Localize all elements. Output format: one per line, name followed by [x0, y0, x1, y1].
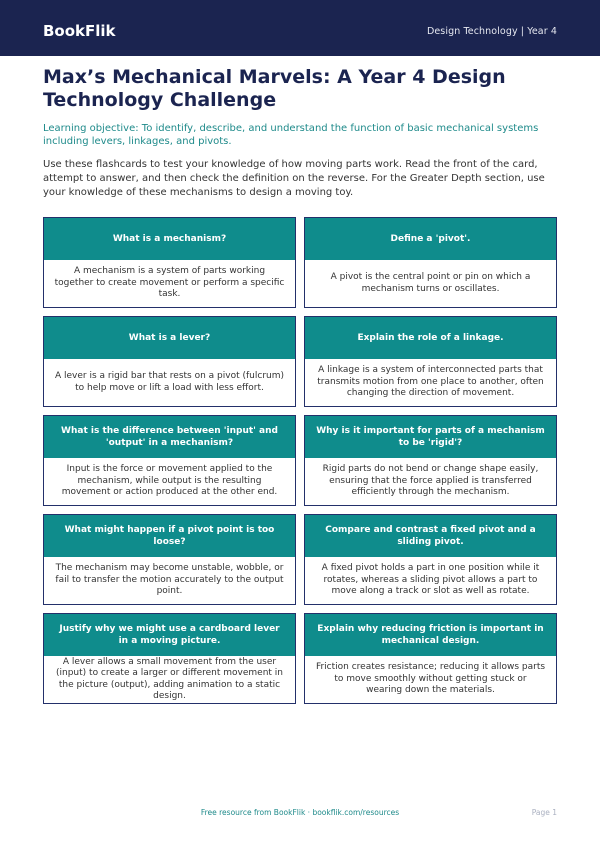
- flashcard-question: Explain the role of a linkage.: [305, 317, 556, 359]
- flashcard-question: What is the difference between 'input' and 'output' in a mechanism?: [44, 416, 295, 458]
- flashcard-question: Justify why we might use a cardboard lever in a moving picture.: [44, 614, 295, 656]
- flashcard-answer: The mechanism may become unstable, wobble, or fail to transfer the motion accurately to the output point.: [55, 563, 284, 597]
- flashcard-answer: A lever is a rigid bar that rests on a pivot (fulcrum) to help move or lift a load with less effort.: [54, 371, 285, 393]
- flashcard: [43, 514, 296, 605]
- flashcard-question: What might happen if a pivot point is too loose?: [44, 515, 295, 557]
- flashcard-answer: Rigid parts do not bend or change shape easily, ensuring that the force applied is transferred efficiently through the mechanism.: [322, 464, 539, 498]
- flashcard-question: What is a lever?: [44, 317, 295, 359]
- brand-logo[interactable]: BookFlik: [43, 22, 116, 40]
- flashcard-question: Explain why reducing friction is important in mechanical design.: [305, 614, 556, 656]
- page-number: Page 1: [531, 808, 557, 817]
- flashcard: [304, 415, 557, 506]
- flashcard-answer: A lever allows a small movement from the user (input) to create a larger or different movement in the picture (output), adding animation to a static design.: [56, 656, 283, 701]
- flashcard-answer: A fixed pivot holds a part in one position while it rotates, whereas a sliding pivot allows a part to move along a track or slot as well as rotate.: [321, 563, 540, 597]
- page-title: Max’s Mechanical Marvels: A Year 4 Design Technology Challenge: [43, 66, 506, 111]
- learning-objective: Learning objective: To identify, describe, and understand the function of basic mechanical systems including levers, linkages, and pivots.: [43, 123, 539, 147]
- page-footer: [0, 808, 600, 822]
- flashcard: [304, 613, 557, 704]
- flashcard-answer: A pivot is the central point or pin on which a mechanism turns or oscillates.: [330, 272, 531, 294]
- flashcard: [43, 415, 296, 506]
- subject-year-label: Design Technology | Year 4: [426, 26, 557, 37]
- flashcard-answer: A mechanism is a system of parts working together to create movement or perform a specific task.: [54, 266, 285, 300]
- flashcard: [304, 217, 557, 308]
- flashcard: [304, 514, 557, 605]
- flashcard: [43, 217, 296, 308]
- flashcard-grid: [43, 217, 557, 704]
- flashcard-question: Define a 'pivot'.: [305, 218, 556, 260]
- flashcard-answer: A linkage is a system of interconnected parts that transmits motion from one place to another, often changing the direction of movement.: [317, 365, 544, 399]
- page-header: [0, 0, 600, 56]
- flashcard: [43, 316, 296, 407]
- footer-resource-link[interactable]: Free resource from BookFlik · bookflik.com/resources: [200, 808, 400, 817]
- flashcard-question: Why is it important for parts of a mechanism to be 'rigid'?: [305, 416, 556, 458]
- flashcard-question: Compare and contrast a fixed pivot and a sliding pivot.: [305, 515, 556, 557]
- flashcard: [43, 613, 296, 704]
- flashcard: [304, 316, 557, 407]
- flashcard-answer: Friction creates resistance; reducing it allows parts to move smoothly without getting stuck or wearing down the materials.: [315, 662, 546, 696]
- flashcard-answer: Input is the force or movement applied to the mechanism, while output is the resulting movement or action produced at the other end.: [61, 464, 278, 498]
- intro-text: Use these flashcards to test your knowledge of how moving parts work. Read the front of the card, attempt to answer, and then check the definition on the reverse. For the Greater Depth section, use your knowledge of these mechanisms to design a moving toy.: [43, 159, 545, 198]
- flashcard-question: What is a mechanism?: [44, 218, 295, 260]
